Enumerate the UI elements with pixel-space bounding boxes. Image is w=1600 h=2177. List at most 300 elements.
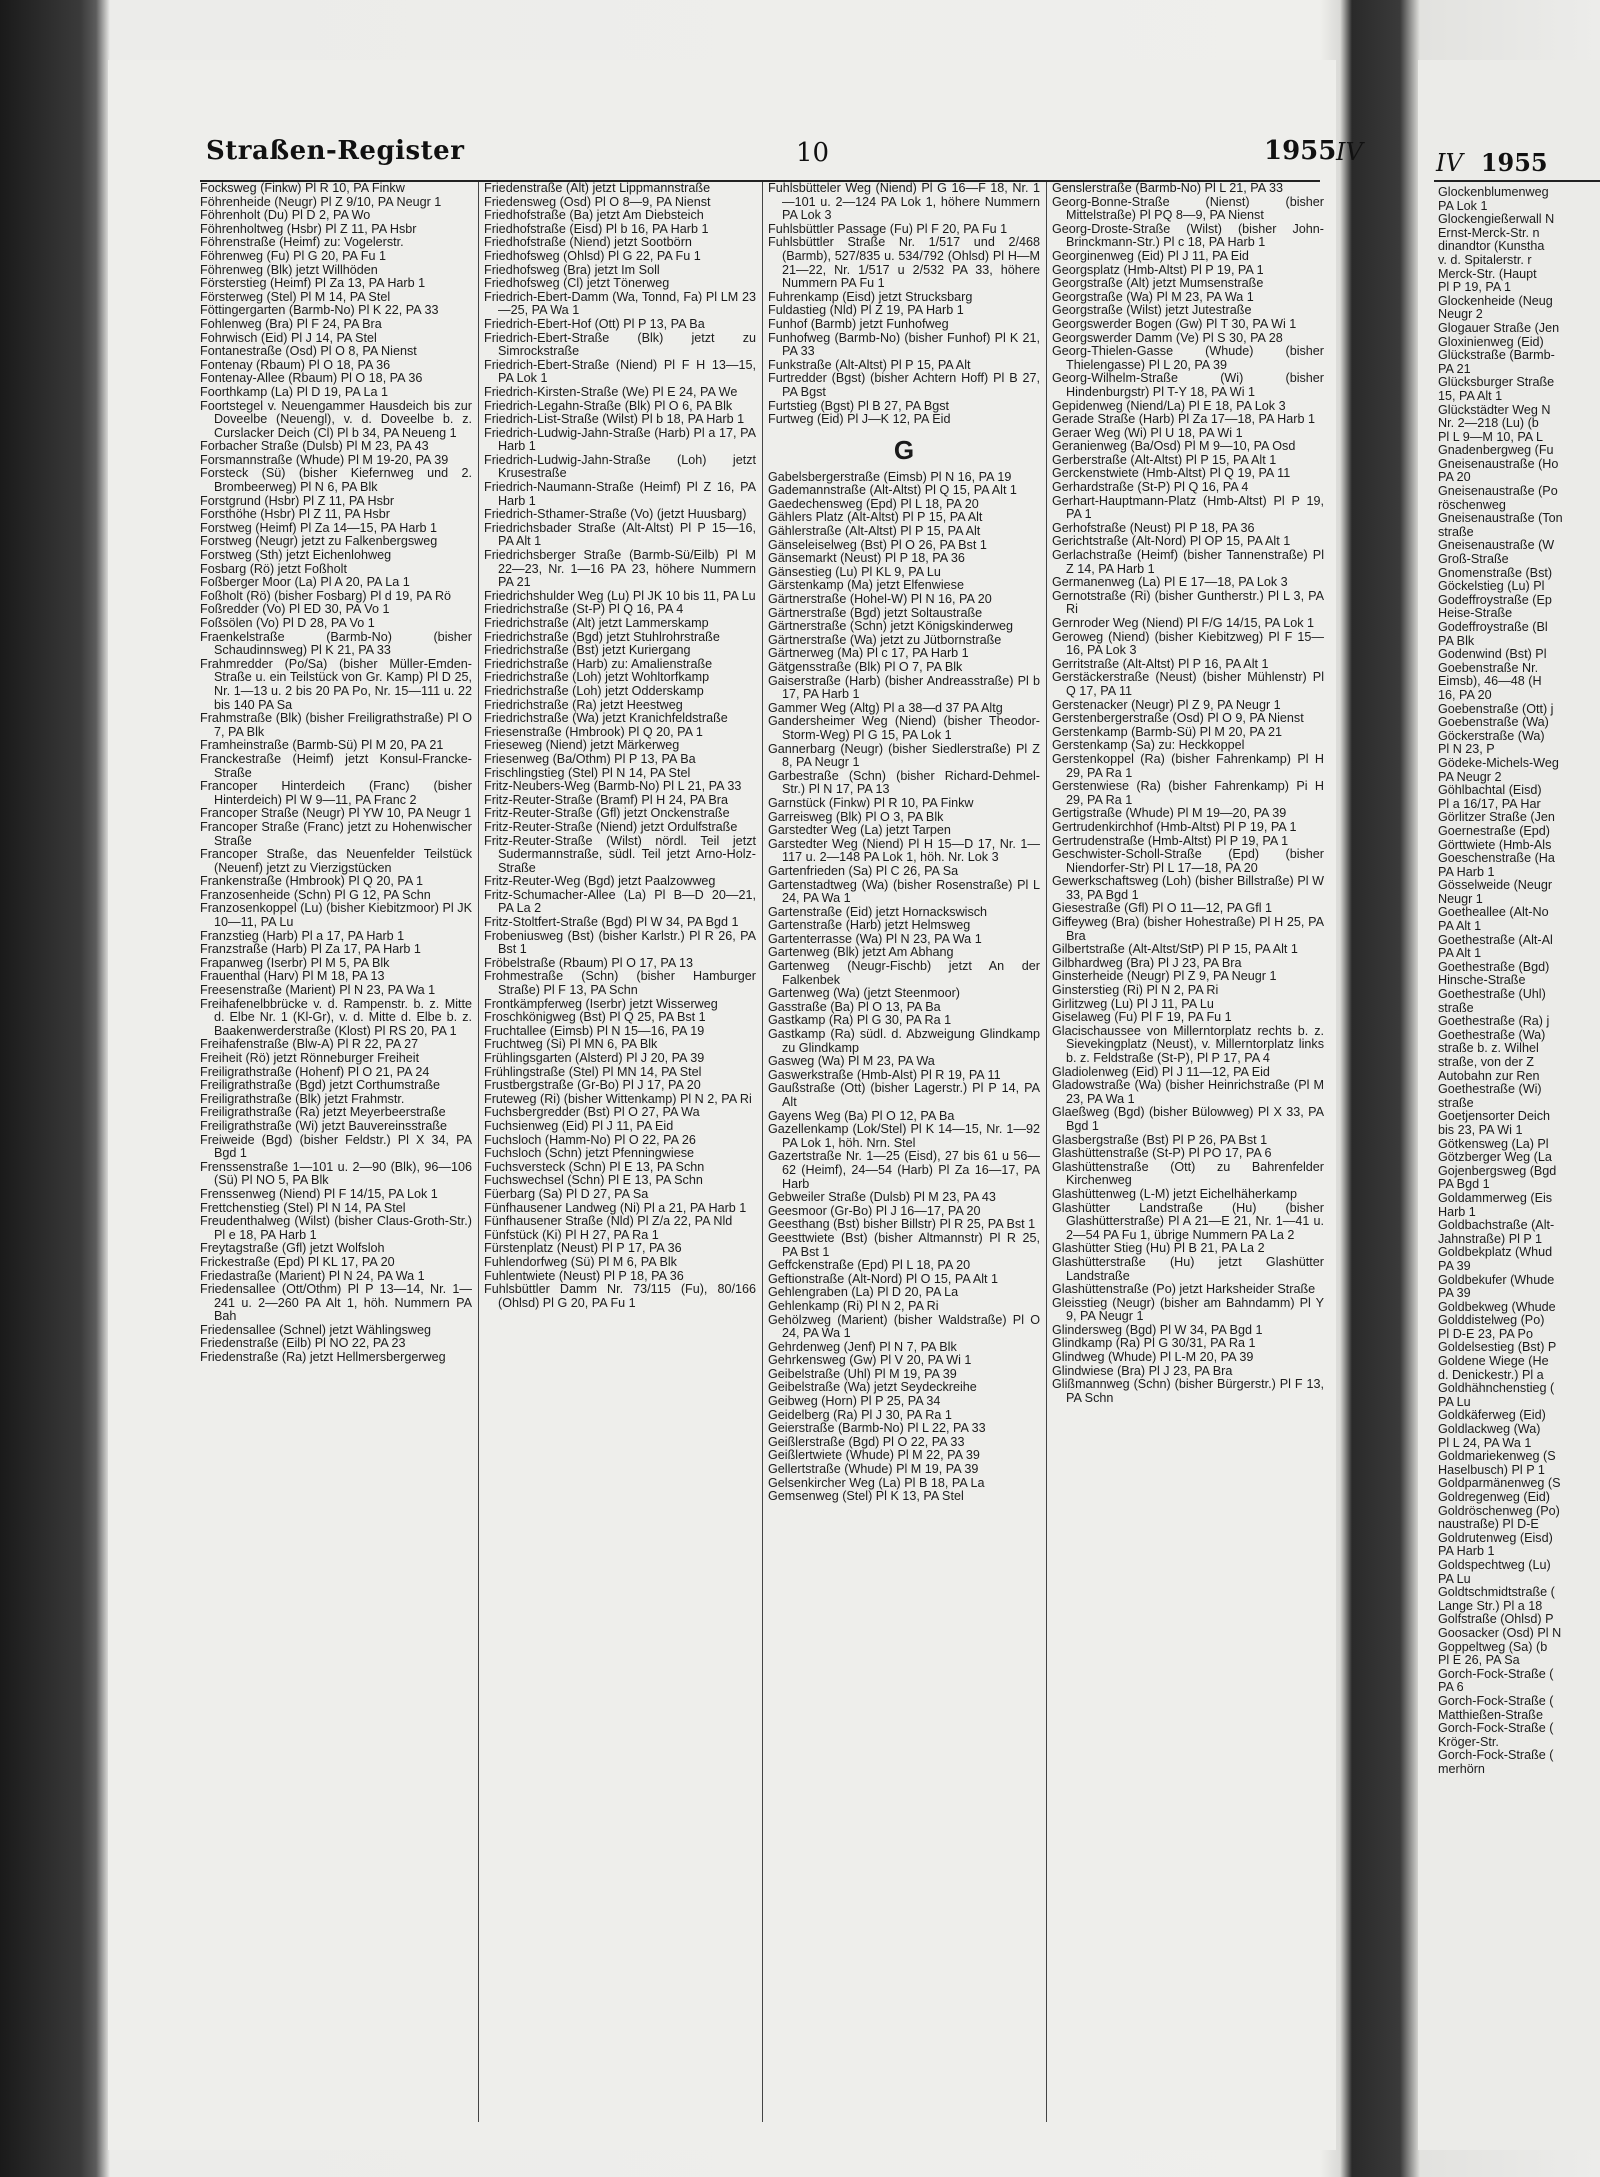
street-entry: Furtredder (Bgst) (bisher Achtern Hoff) Pl B 27, PA Bgst	[768, 371, 1040, 399]
street-entry: Foßredder (Vo) Pl ED 30, PA Vo 1	[200, 602, 390, 617]
street-entry: Francoper Hinterdeich (Franc) (bisher Hinterdeich) Pl W 9—11, PA Franc 2	[200, 779, 472, 807]
street-entry: Gilbertstraße (Alt-Altst/StP) Pl P 15, PA Alt 1	[1052, 942, 1298, 957]
street-entry: Fritz-Reuter-Straße (Niend) jetzt Ordulfstraße	[484, 819, 738, 834]
street-entry: Friedrichstraße (Bst) jetzt Kuriergang	[484, 643, 691, 658]
street-entry: Föhrenheide (Neugr) Pl Z 9/10, PA Neugr 1	[200, 194, 442, 209]
street-entry: Gaswerkstraße (Hmb-Alst) Pl R 19, PA 11	[768, 1067, 1001, 1082]
street-entry-fragment: Goldkäferweg (Eid)	[1438, 1408, 1546, 1423]
street-entry: Friedrichsberger Straße (Barmb-Sü/Eilb) Pl M 22—23, Nr. 1—16 PA 23, höhere Nummern PA 21	[484, 548, 756, 590]
street-entry: Glashüttenweg (L-M) jetzt Eichelhäherkamp	[1052, 1186, 1297, 1201]
street-entry-fragment: Gojenbergsweg (Bgd	[1438, 1163, 1557, 1178]
street-entry: Friedastraße (Marient) Pl N 24, PA Wa 1	[200, 1268, 425, 1283]
street-entry: Geibelstraße (Uhl) Pl M 19, PA 39	[768, 1366, 957, 1381]
street-entry: Fünfhausener Straße (Nld) Pl Z/a 22, PA Nld	[484, 1214, 733, 1229]
street-entry-fragment: Glücksburger Straße	[1438, 375, 1555, 390]
street-entry: Freiheit (Rö) jetzt Rönneburger Freiheit	[200, 1051, 420, 1065]
street-entry: Gelsenkircher Weg (La) Pl B 18, PA La	[768, 1475, 985, 1490]
street-entry: Friedrich-Ebert-Straße (Blk) jetzt zu Simrockstraße	[484, 330, 756, 359]
street-entry: Gasweg (Wa) Pl M 23, PA Wa	[768, 1054, 935, 1069]
street-entry: Friedrich-Naumann-Straße (Heimf) Pl Z 16, PA Harb 1	[484, 480, 756, 508]
street-entry-fragment: straße, von der Z	[1438, 1055, 1534, 1069]
street-entry: Gärtnerstraße (Wa) jetzt zu Jütbornstraße	[768, 632, 1002, 647]
street-entry: Geibelstraße (Wa) jetzt Seydeckreihe	[768, 1380, 977, 1395]
street-entry-fragment: Nr. 2—218 (Lu) (b	[1438, 416, 1539, 431]
street-entry: Frenssenweg (Niend) Pl F 14/15, PA Lok 1	[200, 1186, 438, 1201]
street-entry: Gladowstraße (Wa) (bisher Heinrichstraße (Pl M 23, PA Wa 1	[1052, 1078, 1324, 1106]
street-entry-fragment: Godenwind (Bst) Pl	[1438, 647, 1547, 662]
street-entry: Foortstegel v. Neuengammer Hausdeich bis zur Doveelbe (Neuengl), v. d. Doveelbe b. z. Curslacker Deich (Cl) Pl b 34, PA Neueng 1	[200, 398, 472, 440]
street-entry-fragment: Goeschenstraße (Ha	[1438, 851, 1555, 866]
street-entry: Gammer Weg (Altg) Pl a 38—d 37 PA Altg	[768, 700, 1003, 715]
street-entry: Frapanweg (Iserbr) Pl M 5, PA Blk	[200, 955, 390, 970]
street-entry: Giselaweg (Fu) Pl F 19, PA Fu 1	[1052, 1010, 1232, 1025]
street-entry-fragment: Pl L 24, PA Wa 1	[1438, 1435, 1532, 1450]
street-entry: Friedensweg (Osd) Pl O 8—9, PA Nienst	[484, 194, 711, 209]
street-entry: Foßsölen (Vo) Pl D 28, PA Vo 1	[200, 616, 375, 630]
street-entry-fragment: Götkensweg (La) Pl	[1438, 1136, 1549, 1151]
street-entry-fragment: Jahnstraße) Pl P 1	[1438, 1231, 1543, 1246]
street-entry-fragment: Gorch-Fock-Straße (	[1438, 1666, 1554, 1681]
street-entry-fragment: Glockengießerwall N	[1438, 212, 1555, 227]
street-entry: Garreisweg (Blk) Pl O 3, PA Blk	[768, 809, 944, 824]
street-entry: Gerhofstraße (Neust) Pl P 18, PA 36	[1052, 520, 1255, 535]
street-entry-fragment: Golddistelweg (Po)	[1438, 1313, 1545, 1328]
street-entry: Gartenstraße (Eid) jetzt Hornackswisch	[768, 904, 988, 919]
street-entry: Friedhofsweg (Bra) jetzt Im Soll	[484, 262, 660, 277]
street-entry: Gerichtstraße (Alt-Nord) Pl OP 15, PA Alt 1	[1052, 534, 1291, 549]
street-entry: Gladiolenweg (Eid) Pl J 11—12, PA Eid	[1052, 1064, 1270, 1079]
street-entry: Friedrich-Ebert-Straße (Niend) Pl F H 13—15, PA Lok 1	[484, 357, 756, 386]
street-entry: Föttingergarten (Barmb-No) Pl K 22, PA 33	[200, 303, 439, 318]
street-entry: Gazertstraße Nr. 1—25 (Eisd), 27 bis 61 u 56—62 (Heimf), 24—54 (Harb) Pl Za 16—17, PA Harb	[768, 1149, 1040, 1191]
street-entry-fragment: PA Harb 1	[1438, 1544, 1495, 1559]
street-entry: Friedrichstraße (Harb) zu: Amalienstraße	[484, 656, 713, 671]
street-entry: Gewerkschaftsweg (Loh) (bisher Billstraße) Pl W 33, PA Bgd 1	[1052, 874, 1324, 902]
page-header	[96, 136, 1363, 176]
right-page-column	[1438, 186, 1600, 2126]
street-entry: Funhof (Barmb) jetzt Funhofweg	[768, 316, 949, 331]
street-entry: Gandersheimer Weg (Niend) (bisher Theodor-Storm-Weg) Pl G 15, PA Lok 1	[768, 714, 1040, 742]
street-entry: Friedensallee (Schnel) jetzt Wählingsweg	[200, 1322, 431, 1337]
street-entry-fragment: Godeffroystraße (Bl	[1438, 620, 1548, 634]
street-entry: Gaedechensweg (Epd) Pl L 18, PA 20	[768, 496, 979, 511]
street-entry-fragment: PA Lu	[1438, 1571, 1471, 1586]
street-entry-fragment: Goosacker (Osd) Pl N	[1438, 1625, 1562, 1640]
street-entry: Gehrkensweg (Gw) Pl V 20, PA Wi 1	[768, 1353, 972, 1368]
street-entry: Fruchtallee (Eimsb) Pl N 15—16, PA 19	[484, 1023, 705, 1038]
street-entry-fragment: Lange Str.) Pl a 18	[1438, 1598, 1543, 1613]
street-entry-fragment: PA 6	[1438, 1680, 1464, 1695]
street-entry: Fontenay (Rbaum) Pl O 18, PA 36	[200, 357, 391, 372]
street-entry: Friesenstraße (Hmbrook) Pl Q 20, PA 1	[484, 724, 703, 739]
street-entry: Giffeyweg (Bra) (bisher Hohestraße) Pl H 25, PA Bra	[1052, 915, 1324, 943]
street-entry: Gärstenkamp (Ma) jetzt Elfenwiese	[768, 578, 964, 593]
street-entry: Fritz-Reuter-Weg (Bgd) jetzt Paalzowweg	[484, 874, 716, 889]
street-entry: Glacischaussee von Millerntorplatz rechts b. z. Sievekingplatz (Neust), v. Millerntorplatz links b. z. Feldstraße (St-P), Pl P 17, PA 4	[1052, 1023, 1324, 1065]
street-entry-fragment: Goldhähnchenstieg (	[1438, 1381, 1555, 1396]
street-entry: Friedrich-Ludwig-Jahn-Straße (Harb) Pl a 17, PA Harb 1	[484, 425, 756, 454]
street-entry-fragment: PA Blk	[1438, 633, 1475, 648]
street-entry: Gleisstieg (Neugr) (bisher am Bahndamm) Pl Y 9, PA Neugr 1	[1052, 1295, 1324, 1324]
street-entry: Friedrichstraße (Bgd) jetzt Stuhlrohrstraße	[484, 629, 720, 644]
street-entry: Friedrich-Kirsten-Straße (We) Pl E 24, PA We	[484, 384, 738, 399]
street-entry: Friedrichstraße (Loh) jetzt Wohltorfkamp	[484, 670, 710, 685]
street-entry: Fuhlendorfweg (Sü) Pl M 6, PA Blk	[484, 1254, 677, 1269]
street-entry-fragment: PA Neugr 2	[1438, 769, 1502, 784]
street-entry: Freihafenelbbrücke v. d. Rampenstr. b. z. Mitte d. Elbe Nr. 1 (Kl-Gr), v. d. Mitte d. Elbe b. z. Baakenwerderstraße (Klost) Pl RS 20, PA 1	[200, 996, 472, 1038]
street-entry: Frustbergstraße (Gr-Bo) Pl J 17, PA 20	[484, 1078, 701, 1093]
street-entry: Gählerstraße (Alt-Altst) Pl P 15, PA Alt	[768, 524, 981, 539]
street-entry-fragment: Görlitzer Straße (Jen	[1438, 810, 1555, 825]
street-entry-fragment: Harb 1	[1438, 1204, 1476, 1219]
street-entry: Foßholt (Rö) (bisher Fosbarg) Pl d 19, PA Rö	[200, 588, 452, 603]
street-entry-fragment: Goldregenweg (Eid)	[1438, 1490, 1551, 1504]
street-entry: Glißmannweg (Schn) (bisher Bürgerstr.) Pl F 13, PA Schn	[1052, 1377, 1324, 1405]
street-entry: Furtweg (Eid) Pl J—K 12, PA Eid	[768, 412, 951, 427]
street-entry: Frickestraße (Epd) Pl KL 17, PA 20	[200, 1254, 395, 1269]
street-entry: Ginsterheide (Neugr) Pl Z 9, PA Neugr 1	[1052, 969, 1277, 984]
street-entry: Georgswerder Damm (Ve) Pl S 30, PA 28	[1052, 330, 1283, 345]
street-entry: Fuchswechsel (Schn) Pl E 13, PA Schn	[484, 1173, 703, 1188]
street-entry: Freiligrathstraße (Wi) jetzt Bauvereinsstraße	[200, 1118, 448, 1133]
street-entry: Fünfhausener Landweg (Ni) Pl a 21, PA Harb 1	[484, 1200, 747, 1215]
street-entry-fragment: Gneisenaustraße (Ton	[1438, 511, 1563, 526]
street-entry: Gartenweg (Blk) jetzt Am Abhang	[768, 945, 954, 960]
street-entry: Friedrichsbader Straße (Alt-Altst) Pl P 15—16, PA Alt 1	[484, 520, 756, 549]
street-entry: Funhofweg (Barmb-No) (bisher Funhof) Pl K 21, PA 33	[768, 330, 1040, 359]
street-entry: Francoper Straße (Neugr) Pl YW 10, PA Neugr 1	[200, 806, 472, 821]
street-entry: Gasstraße (Ba) Pl O 13, PA Ba	[768, 999, 941, 1014]
street-entry: Frettchenstieg (Stel) Pl N 14, PA Stel	[200, 1200, 406, 1215]
street-entry-fragment: Göckerstraße (Wa)	[1438, 728, 1545, 743]
street-entry: Gayens Weg (Ba) Pl O 12, PA Ba	[768, 1108, 955, 1123]
street-entry: Fohrwisch (Eid) Pl J 14, PA Stel	[200, 330, 377, 345]
right-year-label: 1955	[1480, 148, 1548, 177]
street-entry: Geißlerstraße (Bgd) Pl O 22, PA 33	[768, 1434, 965, 1449]
street-entry: Garnstück (Finkw) Pl R 10, PA Finkw	[768, 795, 974, 810]
street-entry: Glashütter Stieg (Hu) Pl B 21, PA La 2	[1052, 1241, 1265, 1256]
street-entry: Girlitzweg (Lu) Pl J 11, PA Lu	[1052, 996, 1214, 1011]
street-entry: Gerlachstraße (Heimf) (bisher Tannenstraße) Pl Z 14, PA Harb 1	[1052, 548, 1324, 576]
street-entry: Fritz-Neubers-Weg (Barmb-No) Pl L 21, PA 33	[484, 779, 742, 794]
street-entry-fragment: Godeffroystraße (Ep	[1438, 592, 1552, 607]
street-entry: Friedrich-Ebert-Hof (Ott) Pl P 13, PA Ba	[484, 316, 705, 331]
street-entry: Gartenweg (Wa) (jetzt Steenmoor)	[768, 986, 960, 1001]
street-entry: Fuhlentwiete (Neust) Pl P 18, PA 36	[484, 1268, 684, 1283]
street-entry-fragment: röschenweg	[1438, 497, 1506, 512]
street-entry: Fuchsbergredder (Bst) Pl O 27, PA Wa	[484, 1105, 700, 1120]
street-entry: Georgstraße (Wa) Pl M 23, PA Wa 1	[1052, 289, 1254, 304]
street-entry: Glashüttenstraße (Po) jetzt Harksheider Straße	[1052, 1282, 1316, 1297]
street-entry: Gehölzweg (Marient) (bisher Waldstraße) Pl O 24, PA Wa 1	[768, 1312, 1040, 1341]
street-entry-fragment: Matthießen-Straße	[1438, 1707, 1543, 1722]
street-entry-fragment: Goethestraße (Bgd)	[1438, 959, 1550, 974]
right-quarter-label: IV	[1436, 149, 1463, 177]
street-entry-fragment: Görttwiete (Hmb-Als	[1438, 837, 1552, 852]
street-entry: Franckestraße (Heimf) jetzt Konsul-Francke-Straße	[200, 751, 472, 780]
street-entry-fragment: 15, PA Alt 1	[1438, 388, 1503, 403]
street-entry: Gerstenwiese (Ra) (bisher Fahrenkamp) Pi H 29, PA Ra 1	[1052, 779, 1324, 807]
street-entry: Fuchsloch (Hamm-No) Pl O 22, PA 26	[484, 1132, 696, 1147]
street-entry: Frenssenstraße 1—101 u. 2—90 (Blk), 96—106 (Sü) Pl NO 5, PA Blk	[200, 1159, 472, 1188]
street-entry-fragment: Neugr 2	[1438, 307, 1483, 322]
street-entry: Gartenstadtweg (Wa) (bisher Rosenstraße) Pl L 24, PA Wa 1	[768, 877, 1040, 906]
year-label: 1955	[1264, 136, 1337, 166]
street-entry: Gepidenweg (Niend/La) Pl E 18, PA Lok 3	[1052, 398, 1286, 413]
street-entry: Freiweide (Bgd) (bisher Feldstr.) Pl X 34, PA Bgd 1	[200, 1132, 472, 1161]
street-entry: Georgswerder Bogen (Gw) Pl T 30, PA Wi 1	[1052, 316, 1297, 331]
street-entry: Fritz-Reuter-Straße (Bramf) Pl H 24, PA Bra	[484, 792, 728, 807]
street-entry-fragment: Goldlackweg (Wa)	[1438, 1422, 1541, 1437]
street-entry-fragment: Pl P 19, PA 1	[1438, 280, 1512, 295]
street-entry-fragment: Gnomenstraße (Bst)	[1438, 565, 1553, 580]
street-entry: Friedhofsweg (Cl) jetzt Tönerweg	[484, 276, 670, 291]
street-entry: Georgsplatz (Hmb-Altst) Pl P 19, PA 1	[1052, 262, 1264, 277]
street-entry-fragment: Goetjensorter Deich	[1438, 1109, 1550, 1124]
street-entry: Georg-Droste-Straße (Wilst) (bisher John-Brinckmann-Str.) Pl c 18, PA Harb 1	[1052, 221, 1324, 250]
street-entry: Glindersweg (Bgd) Pl W 34, PA Bgd 1	[1052, 1322, 1263, 1337]
street-entry-fragment: Golfstraße (Ohlsd) P	[1438, 1612, 1554, 1627]
street-entry: Freesenstraße (Marient) Pl N 23, PA Wa 1	[200, 983, 436, 998]
street-entry: Friedhofstraße (Eisd) Pl b 16, PA Harb 1	[484, 221, 709, 236]
street-entry: Germanenweg (La) Pl E 17—18, PA Lok 3	[1052, 575, 1288, 590]
street-entry: Frahmredder (Po/Sa) (bisher Müller-Emden-Straße u. ein Teilstück von Gr. Kamp) Pl D 25, Nr. 1—13 u. 2 bis 20 PA Po, Nr. 15—111 u. 22 bis 140 PA Sa	[200, 656, 472, 712]
section-letter: G	[893, 434, 915, 465]
running-title: Straßen-Register	[206, 136, 465, 166]
street-entry: Fuhlsbüttler Straße Nr. 1/517 und 2/468 (Barmb), 527/835 u. 534/792 (Ohlsd) Pl H—M 21—22, Nr. 1/517 u 2/532 PA 33, höhere Nummern PA Fu 1	[768, 235, 1040, 291]
street-entry-fragment: Göckelstieg (Lu) Pl	[1438, 579, 1545, 594]
street-entry: Gerstenkoppel (Ra) (bisher Fahrenkamp) Pl H 29, PA Ra 1	[1052, 751, 1324, 780]
street-entry: Fröbelstraße (Rbaum) Pl O 17, PA 13	[484, 955, 694, 970]
street-entry: Gärtnerstraße (Bgd) jetzt Soltaustraße	[768, 605, 983, 620]
street-entry: Forsteck (Sü) (bisher Kiefernweg und 2. Brombeerweg) Pl N 6, PA Blk	[200, 466, 472, 495]
street-entry: Gertigstraße (Whude) Pl M 19—20, PA 39	[1052, 806, 1287, 821]
street-entry: Glashütterstraße (Hu) jetzt Glashütter Landstraße	[1052, 1254, 1324, 1283]
street-entry: Gartenterrasse (Wa) Pl N 23, PA Wa 1	[768, 931, 982, 946]
street-entry: Gerritstraße (Alt-Altst) Pl P 16, PA Alt 1	[1052, 656, 1269, 671]
street-entry-fragment: Gödeke-Michels-Weg	[1438, 755, 1559, 770]
street-entry: Friedenstraße (Ra) jetzt Hellmersbergerweg	[200, 1350, 446, 1365]
street-entry: Gartenfrieden (Sa) Pl C 26, PA Sa	[768, 863, 959, 878]
street-entry: Forstweg (Neugr) jetzt zu Falkenbergsweg	[200, 534, 438, 549]
street-entry-fragment: Gneisenaustraße (Po	[1438, 484, 1558, 499]
street-entry-fragment: PA 39	[1438, 1286, 1471, 1301]
street-entry: Friedrich-List-Straße (Wilst) Pl b 18, PA Harb 1	[484, 412, 745, 427]
street-entry: Freiligrathstraße (Blk) jetzt Frahmstr.	[200, 1091, 405, 1106]
street-entry: Gehrdenweg (Jenf) Pl N 7, PA Blk	[768, 1339, 957, 1354]
street-entry: Freiligrathstraße (Hohenf) Pl O 21, PA 24	[200, 1064, 430, 1079]
street-entry-fragment: Glockenheide (Neug	[1438, 293, 1553, 308]
street-entry: Georginenweg (Eid) Pl J 11, PA Eid	[1052, 248, 1249, 263]
street-entry: Framheinstraße (Barmb-Sü) Pl M 20, PA 21	[200, 738, 444, 753]
street-entry: Genslerstraße (Barmb-No) Pl L 21, PA 33	[1052, 182, 1283, 195]
street-entry: Gerstäckerstraße (Neust) (bisher Mühlenstr) Pl Q 17, PA 11	[1052, 670, 1324, 698]
street-entry-fragment: Goldbekplatz (Whud	[1438, 1245, 1553, 1260]
street-entry: Freiligrathstraße (Bgd) jetzt Corthumstraße	[200, 1078, 441, 1093]
street-entry-fragment: straße	[1438, 524, 1474, 539]
street-entry-fragment: PA Alt 1	[1438, 946, 1482, 961]
street-entry: Gebweiler Straße (Dulsb) Pl M 23, PA 43	[768, 1190, 996, 1205]
quarter-label: IV	[1336, 138, 1363, 166]
column-2	[484, 182, 756, 2122]
street-entry: Fruteweg (Ri) (bisher Wittenkamp) Pl N 2, PA Ri	[484, 1091, 752, 1106]
street-entry: Gerberstraße (Alt-Altst) Pl P 15, PA Alt 1	[1052, 452, 1277, 467]
street-entry: Gärtnerstraße (Hohel-W) Pl N 16, PA 20	[768, 592, 992, 607]
street-entry-fragment: Kröger-Str.	[1438, 1734, 1499, 1749]
street-entry: Froschkönigweg (Bst) Pl Q 25, PA Bst 1	[484, 1010, 706, 1025]
street-entry: Freudenthalweg (Wilst) (bisher Claus-Groth-Str.) Pl e 18, PA Harb 1	[200, 1214, 472, 1242]
street-entry-fragment: Gösselweide (Neugr	[1438, 878, 1553, 893]
street-entry-fragment: Gnadenbergweg (Fu	[1438, 443, 1554, 458]
street-entry-fragment: PA Lu	[1438, 1394, 1471, 1409]
street-entry-fragment: Goldammerweg (Eis	[1438, 1190, 1553, 1205]
street-entry: Fürstenplatz (Neust) Pl P 17, PA 36	[484, 1241, 682, 1256]
street-entry: Francoper Straße (Franc) jetzt zu Hohenwischer Straße	[200, 819, 472, 848]
street-entry: Gaiserstraße (Harb) (bisher Andreasstraße) Pl b 17, PA Harb 1	[768, 673, 1040, 702]
street-entry: Frobeniusweg (Bst) (bisher Karlstr.) Pl R 26, PA Bst 1	[484, 928, 756, 957]
street-entry: Gänseleiselweg (Bst) Pl O 26, PA Bst 1	[768, 537, 987, 552]
street-entry: Forbacher Straße (Dulsb) Pl M 23, PA 43	[200, 439, 429, 454]
street-entry: Gastkamp (Ra) Pl G 30, PA Ra 1	[768, 1013, 952, 1028]
street-entry-fragment: PA 20	[1438, 470, 1471, 485]
street-entry: Geidelberg (Ra) Pl J 30, PA Ra 1	[768, 1407, 952, 1422]
right-header-rule	[1434, 180, 1600, 182]
street-entry-fragment: Goebenstraße (Ott) j	[1438, 701, 1554, 716]
street-entry-fragment: Glückstädter Weg N	[1438, 402, 1551, 417]
street-entry: Frischlingstieg (Stel) Pl N 14, PA Stel	[484, 765, 691, 780]
street-entry: Gastkamp (Ra) südl. d. Abzweigung Glindkamp zu Glindkamp	[768, 1027, 1040, 1055]
street-entry: Geibweg (Horn) Pl P 25, PA 34	[768, 1394, 941, 1409]
street-entry-fragment: PA Harb 1	[1438, 864, 1495, 879]
street-entry: Frieseweg (Niend) jetzt Märkerweg	[484, 738, 680, 753]
street-entry: Fritz-Reuter-Straße (Wilst) nördl. Teil jetzt Sudermannstraße, südl. Teil jetzt Arno-Holz-Straße	[484, 833, 756, 875]
street-entry: Frontkämpferweg (Iserbr) jetzt Wisserweg	[484, 996, 718, 1011]
street-entry: Gärtnerweg (Ma) Pl c 17, PA Harb 1	[768, 646, 969, 661]
street-entry: Gannerbarg (Neugr) (bisher Siedlerstraße) Pl Z 8, PA Neugr 1	[768, 741, 1040, 770]
street-entry: Garstedter Weg (La) jetzt Tarpen	[768, 823, 951, 838]
street-entry-fragment: Goebenstraße (Wa)	[1438, 715, 1549, 730]
street-entry: Foßberger Moor (La) Pl A 20, PA La 1	[200, 575, 410, 590]
street-entry-fragment: Goldtschmidtstraße (	[1438, 1585, 1555, 1600]
street-entry: Frohmestraße (Schn) (bisher Hamburger Straße) Pl F 13, PA Schn	[484, 969, 756, 998]
street-entry: Geesttwiete (Bst) (bisher Altmannstr) Pl R 25, PA Bst 1	[768, 1230, 1040, 1259]
column-1	[200, 182, 472, 2122]
street-entry-fragment: Göhlbachtal (Eisd)	[1438, 783, 1542, 798]
street-entry: Fuhlsbüttler Damm Nr. 73/115 (Fu), 80/166 (Ohlsd) Pl G 20, PA Fu 1	[484, 1282, 756, 1310]
street-entry-fragment: Goethestraße (Alt-Al	[1438, 932, 1553, 947]
street-entry-fragment: Gloxinienweg (Eid)	[1438, 334, 1544, 349]
street-entry: Föhrenweg (Fu) Pl G 20, PA Fu 1	[200, 248, 386, 263]
street-entry-fragment: Goethestraße (Ra) j	[1438, 1014, 1550, 1029]
street-entry: Gählers Platz (Alt-Altst) Pl P 15, PA Alt	[768, 510, 983, 525]
street-entry: Föhrenstraße (Heimf) zu: Vogelerstr.	[200, 235, 404, 250]
street-entry-fragment: Haselbusch) Pl P 1	[1438, 1462, 1545, 1477]
street-entry: Gerckenstwiete (Hmb-Altst) Pl Q 19, PA 11	[1052, 466, 1291, 481]
street-entry: Föhrenholtweg (Hsbr) Pl Z 11, PA Hsbr	[200, 221, 417, 236]
street-entry: Friedrichstraße (St-P) Pl Q 16, PA 4	[484, 602, 684, 617]
street-entry-fragment: Pl N 23, P	[1438, 742, 1495, 757]
register-columns	[200, 182, 1324, 2122]
street-entry: Fosbarg (Rö) jetzt Foßholt	[200, 561, 347, 576]
street-entry: Georg-Bonne-Straße (Nienst) (bisher Mittelstraße) Pl PQ 8—9, PA Nienst	[1052, 194, 1324, 223]
street-entry-fragment: dinandtor (Kunstha	[1438, 239, 1545, 254]
street-entry: Georgstraße (Alt) jetzt Mumsenstraße	[1052, 276, 1264, 291]
street-entry: Forstweg (Heimf) Pl Za 14—15, PA Harb 1	[200, 520, 438, 535]
street-entry: Glindwiese (Bra) Pl J 23, PA Bra	[1052, 1363, 1233, 1378]
street-entry: Friedhofsweg (Ohlsd) Pl G 22, PA Fu 1	[484, 248, 701, 263]
street-entry-fragment: d. Denickestr.) Pl a	[1438, 1367, 1544, 1382]
street-entry: Fritz-Reuter-Straße (Gfl) jetzt Onckenstraße	[484, 806, 730, 821]
street-entry-fragment: Pl E 26, PA Sa	[1438, 1653, 1520, 1668]
street-entry: Franzstieg (Harb) Pl a 17, PA Harb 1	[200, 928, 405, 943]
street-entry: Gaußstraße (Ott) (bisher Lagerstr.) Pl P 14, PA Alt	[768, 1081, 1040, 1109]
street-entry-fragment: v. d. Spitalerstr. r	[1438, 252, 1532, 267]
street-entry: Geroweg (Niend) (bisher Kiebitzweg) Pl F 15—16, PA Lok 3	[1052, 629, 1324, 658]
street-entry: Fuhlsbütteler Weg (Niend) Pl G 16—F 18, Nr. 1—101 u. 2—124 PA Lok 1, höhere Nummern PA Lok 3	[768, 182, 1040, 223]
street-entry-fragment: Gorch-Fock-Straße (	[1438, 1748, 1554, 1763]
street-entry: Geierstraße (Barmb-No) Pl L 22, PA 33	[768, 1421, 986, 1436]
street-entry: Frauenthal (Harv) Pl M 18, PA 13	[200, 969, 385, 984]
street-entry: Geesthang (Bst) bisher Billstr) Pl R 25, PA Bst 1	[768, 1217, 1036, 1232]
street-entry: Försterweg (Stel) Pl M 14, PA Stel	[200, 289, 391, 304]
street-entry: Franzstraße (Harb) Pl Za 17, PA Harb 1	[200, 942, 421, 957]
street-entry: Füerbarg (Sa) Pl D 27, PA Sa	[484, 1186, 649, 1201]
street-entry: Fraenkelstraße (Barmb-No) (bisher Schaudinnsweg) Pl K 21, PA 33	[200, 629, 472, 658]
street-entry: Glindweg (Whude) Pl L-M 20, PA 39	[1052, 1350, 1254, 1365]
street-entry: Gerstenkamp (Barmb-Sü) Pl M 20, PA 21	[1052, 724, 1283, 739]
street-entry-fragment: Pl L 9—M 10, PA L	[1438, 429, 1543, 444]
street-entry-fragment: Pl a 16/17, PA Har	[1438, 796, 1541, 811]
street-entry: Forsmannstraße (Whude) Pl M 19-20, PA 39	[200, 452, 449, 467]
street-entry-fragment: Goernestraße (Epd)	[1438, 823, 1550, 838]
street-entry: Franzosenheide (Schn) Pl G 12, PA Schn	[200, 887, 431, 902]
street-entry: Friedrichstraße (Ra) jetzt Heestweg	[484, 697, 683, 712]
street-entry-fragment: straße	[1438, 1095, 1474, 1110]
street-entry: Frühlingsgarten (Alsterd) Pl J 20, PA 39	[484, 1051, 705, 1065]
street-entry: Geesmoor (Gr-Bo) Pl J 16—17, PA 20	[768, 1203, 981, 1218]
street-entry: Franzosenkoppel (Lu) (bisher Kiebitzmoor) Pl JK 10—11, PA Lu	[200, 901, 472, 930]
street-entry: Fuchsversteck (Schn) Pl E 13, PA Schn	[484, 1159, 705, 1174]
street-entry: Fuchsloch (Schn) jetzt Pfenningwiese	[484, 1146, 694, 1161]
street-entry-fragment: naustraße) Pl D-E	[1438, 1517, 1539, 1532]
street-entry: Gänsestieg (Lu) Pl KL 9, PA Lu	[768, 564, 941, 579]
street-entry: Focksweg (Finkw) Pl R 10, PA Finkw	[200, 182, 405, 195]
street-entry: Friedrich-Ebert-Damm (Wa, Tonnd, Fa) Pl LM 23—25, PA Wa 1	[484, 289, 756, 318]
street-entry: Föhrenweg (Blk) jetzt Willhöden	[200, 262, 378, 277]
column-4	[1052, 182, 1324, 2122]
street-entry: Friedrichstraße (Wa) jetzt Kranichfeldstraße	[484, 711, 728, 726]
street-entry: Funkstraße (Alt-Altst) Pl P 15, PA Alt	[768, 357, 971, 372]
street-entry: Fritz-Schumacher-Allee (La) Pl B—D 20—21, PA La 2	[484, 887, 756, 916]
street-entry-fragment: straße	[1438, 1000, 1474, 1015]
street-entry: Friedenstraße (Alt) jetzt Lippmannstraße	[484, 182, 711, 195]
street-entry-fragment: bis 23, PA Wi 1	[1438, 1122, 1523, 1137]
street-entry: Geranienweg (Ba/Osd) Pl M 9—10, PA Osd	[1052, 439, 1296, 454]
street-entry: Gänsemarkt (Neust) Pl P 18, PA 36	[768, 551, 965, 566]
street-entry: Frühlingstraße (Stel) Pl MN 14, PA Stel	[484, 1064, 702, 1079]
street-entry: Fruchtweg (Si) Pl MN 6, PA Blk	[484, 1037, 658, 1052]
street-entry: Gehlenkamp (Ri) Pl N 2, PA Ri	[768, 1298, 939, 1313]
street-entry: Gartenweg (Neugr-Fischb) jetzt An der Falkenbek	[768, 959, 1040, 987]
street-entry: Gademannstraße (Alt-Altst) Pl Q 15, PA Alt 1	[768, 483, 1017, 498]
street-entry: Gilbhardweg (Bra) Pl J 23, PA Bra	[1052, 955, 1242, 970]
street-entry: Foorthkamp (La) Pl D 19, PA La 1	[200, 384, 389, 399]
street-entry-fragment: PA 39	[1438, 1258, 1471, 1273]
street-entry-fragment: 16, PA 20	[1438, 687, 1492, 702]
street-entry: Fuhrenkamp (Eisd) jetzt Strucksbarg	[768, 289, 973, 304]
right-page-fragment	[1418, 60, 1600, 2150]
street-entry-fragment: PA Lok 1	[1438, 198, 1488, 213]
